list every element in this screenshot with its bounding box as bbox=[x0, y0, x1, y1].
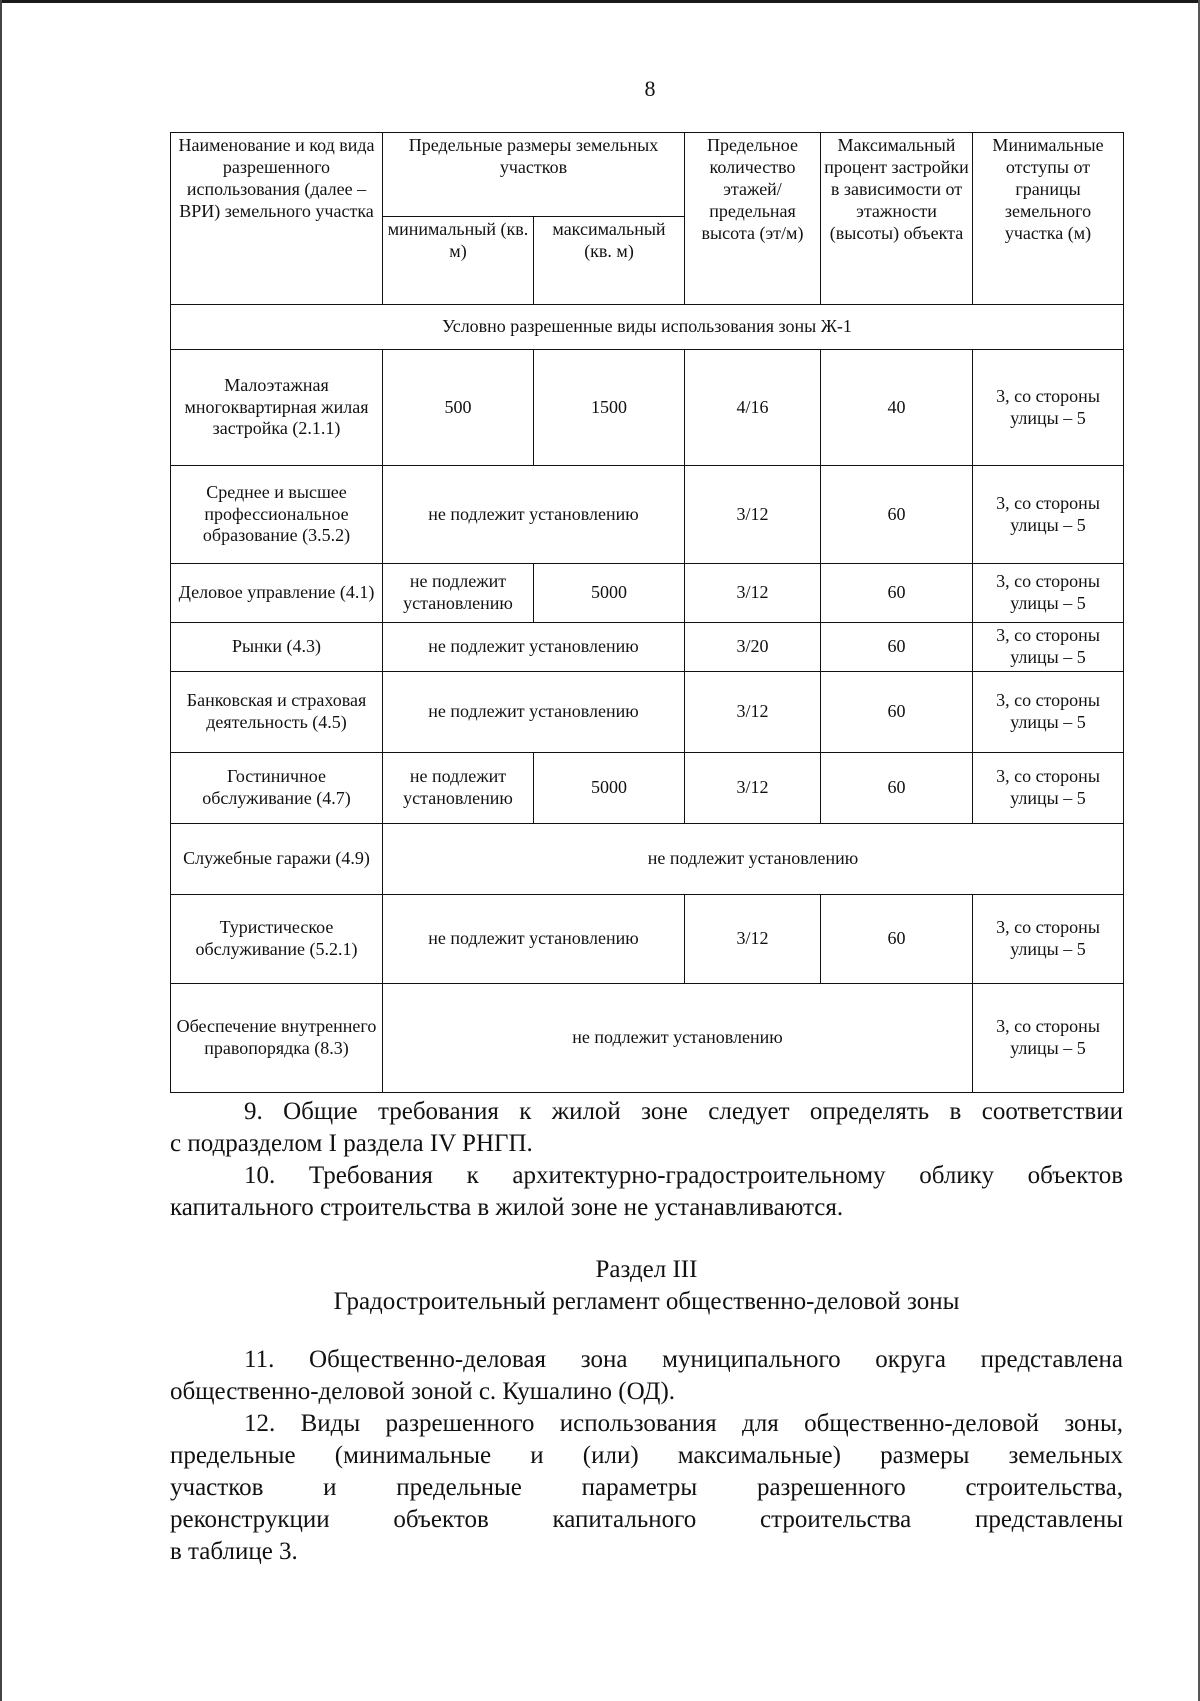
row-name: Рынки (4.3) bbox=[171, 623, 383, 672]
row-setback: 3, со стороны улицы – 5 bbox=[973, 623, 1124, 672]
row-name: Малоэтажная многоквартирная жилая застройка (2.1.1) bbox=[171, 350, 383, 466]
row-name: Туристическое обслуживание (5.2.1) bbox=[171, 894, 383, 983]
row-max: 5000 bbox=[534, 564, 685, 623]
header-name-col: Наименование и код вида разрешенного использования (далее – ВРИ) земельного участка bbox=[171, 133, 383, 305]
table-row bbox=[171, 894, 1124, 983]
row-floors: 3/12 bbox=[685, 564, 821, 623]
row-setback: 3, со стороны улицы – 5 bbox=[973, 671, 1124, 752]
row-sizes: не подлежит установлению bbox=[383, 671, 685, 752]
table-row bbox=[171, 564, 1124, 623]
scan-border-top bbox=[0, 0, 1200, 3]
row-percent: 60 bbox=[821, 894, 973, 983]
table-row bbox=[171, 752, 1124, 823]
paragraph-9-line: с подразделом I раздела IV РНГП. bbox=[170, 1130, 533, 1157]
row-percent: 60 bbox=[821, 564, 973, 623]
page-number: 8 bbox=[644, 76, 656, 101]
table-header-row bbox=[171, 133, 1124, 217]
header-sizes-group: Предельные размеры земельных участков bbox=[383, 133, 685, 217]
paragraph-10 bbox=[170, 1160, 1123, 1224]
paragraph-12-line: участков и предельные параметры разрешенного строительства, bbox=[170, 1474, 1123, 1501]
row-sizes: не подлежит установлению bbox=[383, 894, 685, 983]
table-row bbox=[171, 623, 1124, 672]
row-floors: 3/12 bbox=[685, 671, 821, 752]
row-name: Гостиничное обслуживание (4.7) bbox=[171, 752, 383, 823]
row-setback: 3, со стороны улицы – 5 bbox=[973, 564, 1124, 623]
paragraph-12-line: реконструкции объектов капитального строительства представлены bbox=[170, 1506, 1123, 1533]
table-row bbox=[171, 983, 1124, 1092]
row-percent: 60 bbox=[821, 752, 973, 823]
row-span4: не подлежит установлению bbox=[383, 983, 973, 1092]
row-all: не подлежит установлению bbox=[383, 823, 1124, 894]
paragraph-9 bbox=[170, 1096, 1123, 1160]
row-max: 5000 bbox=[534, 752, 685, 823]
row-name: Деловое управление (4.1) bbox=[171, 564, 383, 623]
row-floors: 3/12 bbox=[685, 466, 821, 564]
row-floors: 3/12 bbox=[685, 752, 821, 823]
row-floors: 3/20 bbox=[685, 623, 821, 672]
paragraph-10-line: 10. Требования к архитектурно-градостроительному облику объектов bbox=[244, 1162, 1123, 1189]
row-floors: 3/12 bbox=[685, 894, 821, 983]
row-setback: 3, со стороны улицы – 5 bbox=[973, 894, 1124, 983]
header-min: минимальный (кв. м) bbox=[383, 217, 534, 305]
header-percent: Максимальный процент застройки в зависимости от этажности (высоты) объекта bbox=[821, 133, 973, 305]
row-name: Среднее и высшее профессиональное образование (3.5.2) bbox=[171, 466, 383, 564]
row-min: 500 bbox=[383, 350, 534, 466]
row-max: 1500 bbox=[534, 350, 685, 466]
row-setback: 3, со стороны улицы – 5 bbox=[973, 350, 1124, 466]
paragraph-11 bbox=[170, 1344, 1123, 1408]
row-name: Обеспечение внутреннего правопорядка (8.3) bbox=[171, 983, 383, 1092]
row-min: не подлежит установлению bbox=[383, 752, 534, 823]
paragraph-11-line: общественно-деловой зоной с. Кушалино (ОД). bbox=[170, 1378, 676, 1405]
table-row bbox=[171, 671, 1124, 752]
paragraph-9-line: 9. Общие требования к жилой зоне следует определять в соответствии bbox=[244, 1098, 1123, 1125]
header-setbacks: Минимальные отступы от границы земельного участка (м) bbox=[973, 133, 1124, 305]
table-row bbox=[171, 823, 1124, 894]
paragraph-12-line: 12. Виды разрешенного использования для общественно-деловой зоны, bbox=[244, 1410, 1123, 1437]
section-subheading: Градостроительный регламент общественно-деловой зоны bbox=[333, 1288, 960, 1315]
row-sizes: не подлежит установлению bbox=[383, 623, 685, 672]
paragraph-12-line: предельные (минимальные и (или) максимальные) размеры земельных bbox=[170, 1442, 1123, 1469]
header-floors: Предельное количество этажей/ предельная высота (эт/м) bbox=[685, 133, 821, 305]
row-floors: 4/16 bbox=[685, 350, 821, 466]
row-min: не подлежит установлению bbox=[383, 564, 534, 623]
row-percent: 40 bbox=[821, 350, 973, 466]
row-sizes: не подлежит установлению bbox=[383, 466, 685, 564]
row-percent: 60 bbox=[821, 671, 973, 752]
table-section-row bbox=[171, 305, 1124, 350]
section-title: Условно разрешенные виды использования зоны Ж-1 bbox=[171, 305, 1124, 350]
row-setback: 3, со стороны улицы – 5 bbox=[973, 752, 1124, 823]
paragraph-10-line: капитального строительства в жилой зоне не устанавливаются. bbox=[170, 1194, 844, 1221]
header-max: максимальный (кв. м) bbox=[534, 217, 685, 305]
section-heading: Раздел III bbox=[595, 1256, 698, 1283]
paragraph-12-line: в таблице 3. bbox=[170, 1538, 298, 1565]
row-name: Банковская и страховая деятельность (4.5) bbox=[171, 671, 383, 752]
row-setback: 3, со стороны улицы – 5 bbox=[973, 466, 1124, 564]
row-name: Служебные гаражи (4.9) bbox=[171, 823, 383, 894]
table-row bbox=[171, 466, 1124, 564]
row-percent: 60 bbox=[821, 466, 973, 564]
row-setback: 3, со стороны улицы – 5 bbox=[973, 983, 1124, 1092]
scan-border-left bbox=[0, 0, 2, 1701]
paragraph-11-line: 11. Общественно-деловая зона муниципального округа представлена bbox=[244, 1346, 1123, 1373]
regulation-table bbox=[170, 132, 1124, 1093]
paragraph-12 bbox=[170, 1408, 1123, 1568]
row-percent: 60 bbox=[821, 623, 973, 672]
table-row bbox=[171, 350, 1124, 466]
